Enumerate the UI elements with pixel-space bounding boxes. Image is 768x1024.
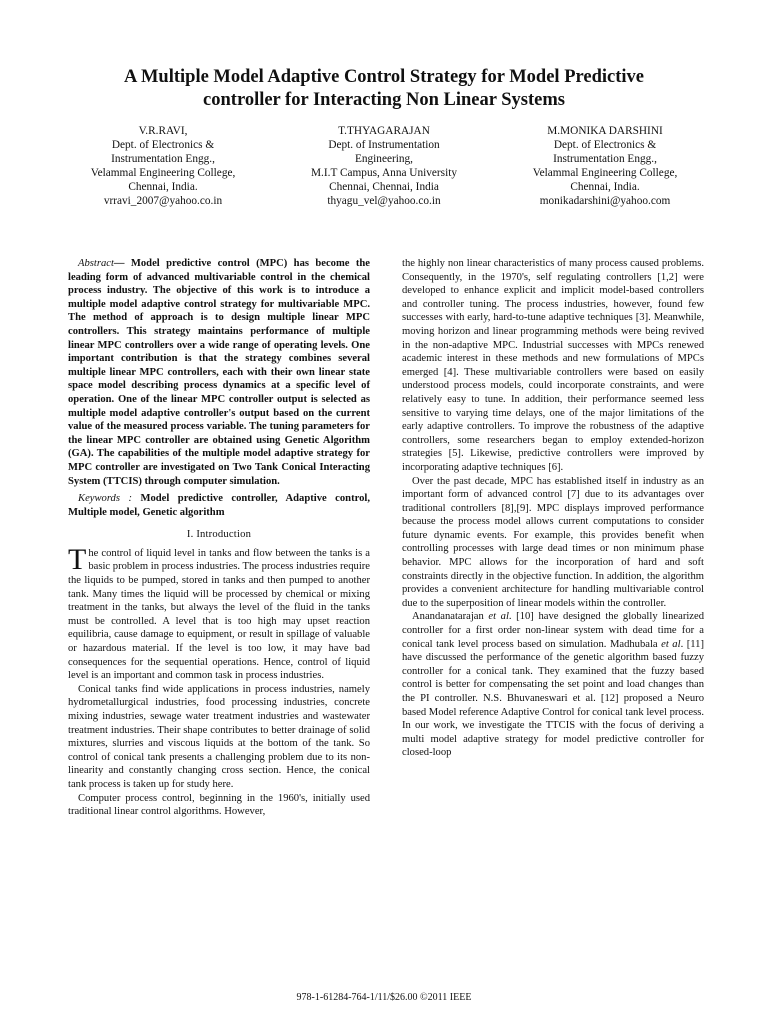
emphasis-text: et al: [661, 638, 681, 650]
intro-paragraph-3: Computer process control, beginning in the 1960's, initially used traditional linear control algorithms. However,: [68, 792, 370, 818]
author-affiliation-line: Instrumentation Engg.,: [553, 153, 657, 165]
drop-cap: T: [68, 542, 87, 576]
paragraph-text: Anandanatarajan: [412, 611, 489, 623]
author-affiliation-line: Dept. of Electronics &: [553, 139, 657, 151]
author-affiliation-line: Engineering,: [354, 153, 414, 165]
page-footer: 978-1-61284-764-1/11/$26.00 ©2011 IEEE: [296, 992, 472, 1003]
emphasis-text: et al: [488, 611, 509, 623]
author-name: V.R.RAVI,: [138, 125, 188, 137]
keywords: [68, 492, 370, 519]
paragraph-text: . [10] have designed the globally linearized controller for a first order non-linear system with dead time for a conical tank level process based on simulation. Madhubala: [402, 611, 704, 650]
keywords-label: Keywords :: [78, 493, 132, 505]
author-name: M.MONIKA DARSHINI: [547, 125, 663, 137]
author-affiliation-line: Instrumentation Engg.,: [111, 153, 215, 165]
author-affiliation-line: Velammal Engineering College,: [90, 167, 236, 179]
author-email: vrravi_2007@yahoo.co.in: [103, 195, 223, 207]
author-affiliation-line: Chennai, India.: [128, 181, 198, 193]
right-paragraph-3: [402, 610, 704, 760]
author-affiliation-line: Chennai, India.: [570, 181, 640, 193]
author-email: thyagu_vel@yahoo.co.in: [327, 195, 441, 207]
author-name: T.THYAGARAJAN: [338, 125, 430, 137]
author-affiliation-line: Dept. of Instrumentation: [328, 139, 440, 151]
author-2: [281, 124, 487, 208]
author-1: [60, 124, 266, 208]
author-affiliation-line: Dept. of Electronics &: [111, 139, 215, 151]
intro-paragraph-2: Conical tanks find wide applications in process industries, namely hydrometallurgical industries, food processing industries, concrete mixing industries, sewage water treatment industries and wastewater treatment industries. Their shape contributes to better drainage of solid mixtures, slurries and viscous liquids at the bottom of the tank. So control of conical tank presents a challenging problem due to its non-linearity and constantly changing cross section. Hence, the conical tank process is taken up for study here.: [68, 683, 370, 790]
author-block: [60, 124, 708, 208]
right-paragraph-1: the highly non linear characteristics of many process caused problems. Consequently, in the 1970's, self regulating controllers [1,2] were developed to enhance explicit and implicit model-based controllers and controller tuning. The process industries, however, found few successes with early, hard-to-tune adaptive techniques [3]. Meanwhile, moving horizon and linear programming methods were being revived in the non-adaptive MPC. Industrial successes with MPCs renewed academic interest in these methods and new formulations of MPCs emerged [4]. These multivariable controllers were based on easily understood process models, could incorporate constraints, and were relatively easy to tune. In addition, their performance seemed less sensitive to varying time delays, one of the major limitations of the early adaptive controllers. To improve the robustness of the adaptive controllers, some researchers began to employ extended-horizon strategies [5]. Likewise, predictive controllers were improved by incorporating adaptive techniques [6].: [402, 258, 704, 473]
left-column: [68, 257, 370, 819]
author-email: monikadarshini@yahoo.com: [539, 195, 671, 207]
paper-title: [60, 66, 708, 112]
paragraph-text: . [11] have discussed the performance of the genetic algorithm based fuzzy controller for a conical tank. They examined that the fuzzy based control is better for compensating the set point and load changes than the PI controller. N.S. Bhuvaneswari et al. [12] proposed a Neuro based Model reference Adaptive Control for conical tank level process. In our work, we investigate the TTCIS with the focus of deriving a multi model adaptive strategy for model predictive controller for closed-loop: [402, 638, 704, 759]
author-3: [502, 124, 708, 208]
author-affiliation-line: Velammal Engineering College,: [532, 167, 678, 179]
author-affiliation-line: Chennai, Chennai, India: [329, 181, 439, 193]
paper-title-line-2: controller for Interacting Non Linear Systems: [203, 90, 565, 110]
abstract-label: Abstract: [78, 258, 114, 269]
right-paragraph-2: Over the past decade, MPC has established itself in industry as an important form of advanced control [7] due to its advantages over traditional controllers [8],[9]. MPC displays improved performance because the process model allows current computations to consider future dynamic events. For example, this provides benefit when controlling processes with large dead times or non minimum phase behavior. MPC allows for the incorporation of hard and soft constraints directly in the objective function. In addition, the algorithm provides a convenient architecture for handling multivariable control due to the superposition of linear models within the controller.: [402, 475, 704, 609]
intro-paragraph-1: [68, 542, 370, 683]
abstract-text: — Model predictive control (MPC) has become the leading form of advanced multivariable control in the chemical process industry. The objective of this work is to introduce a multiple model adaptive control strategy for multivariable MPC. The method of approach is to design multiple linear MPC controllers. This strategy maintains performance of multiple linear MPC controllers over a wide range of operating levels. One important contribution is that the strategy combines several multiple linear MPC controllers, each with their own linear state space model describing process dynamics at a specific level of operation. One of the linear MPC controller output is selected as multiple model adaptive controller's output based on the current value of the measured process variable. The tuning parameters for the linear MPC controller are obtained using Genetic Algorithm (GA). The capabilities of the multiple model adaptive strategy for MPC controller are investigated on Two Tank Conical Interacting System (TTCIS) through computer simulation.: [68, 258, 370, 487]
author-affiliation-line: M.I.T Campus, Anna University: [310, 167, 457, 179]
intro-paragraph-1-text: he control of liquid level in tanks and flow between the tanks is a basic problem in process industries. The process industries require the liquids to be pumped, stored in tanks and then pumped to another tank. Many times the liquid will be processed by chemical or mixing treatment in the tanks, but always the level of the fluid in the tanks must be controlled. A level that is too high may upset reaction equilibria, cause damage to equipment, or result in spillage of valuable or hazardous material. If the level is too low, it may have bad consequences for the sequential operations. Hence, control of liquid level is an important and common task in process industries.: [68, 547, 370, 682]
section-heading-introduction: I. Introduction: [186, 529, 252, 541]
abstract: [68, 257, 370, 488]
keywords-text: Model predictive controller, Adaptive control, Multiple model, Genetic algorithm: [68, 493, 370, 518]
right-column: [402, 257, 704, 760]
paper-title-line-1: A Multiple Model Adaptive Control Strategy for Model Predictive: [124, 67, 644, 87]
